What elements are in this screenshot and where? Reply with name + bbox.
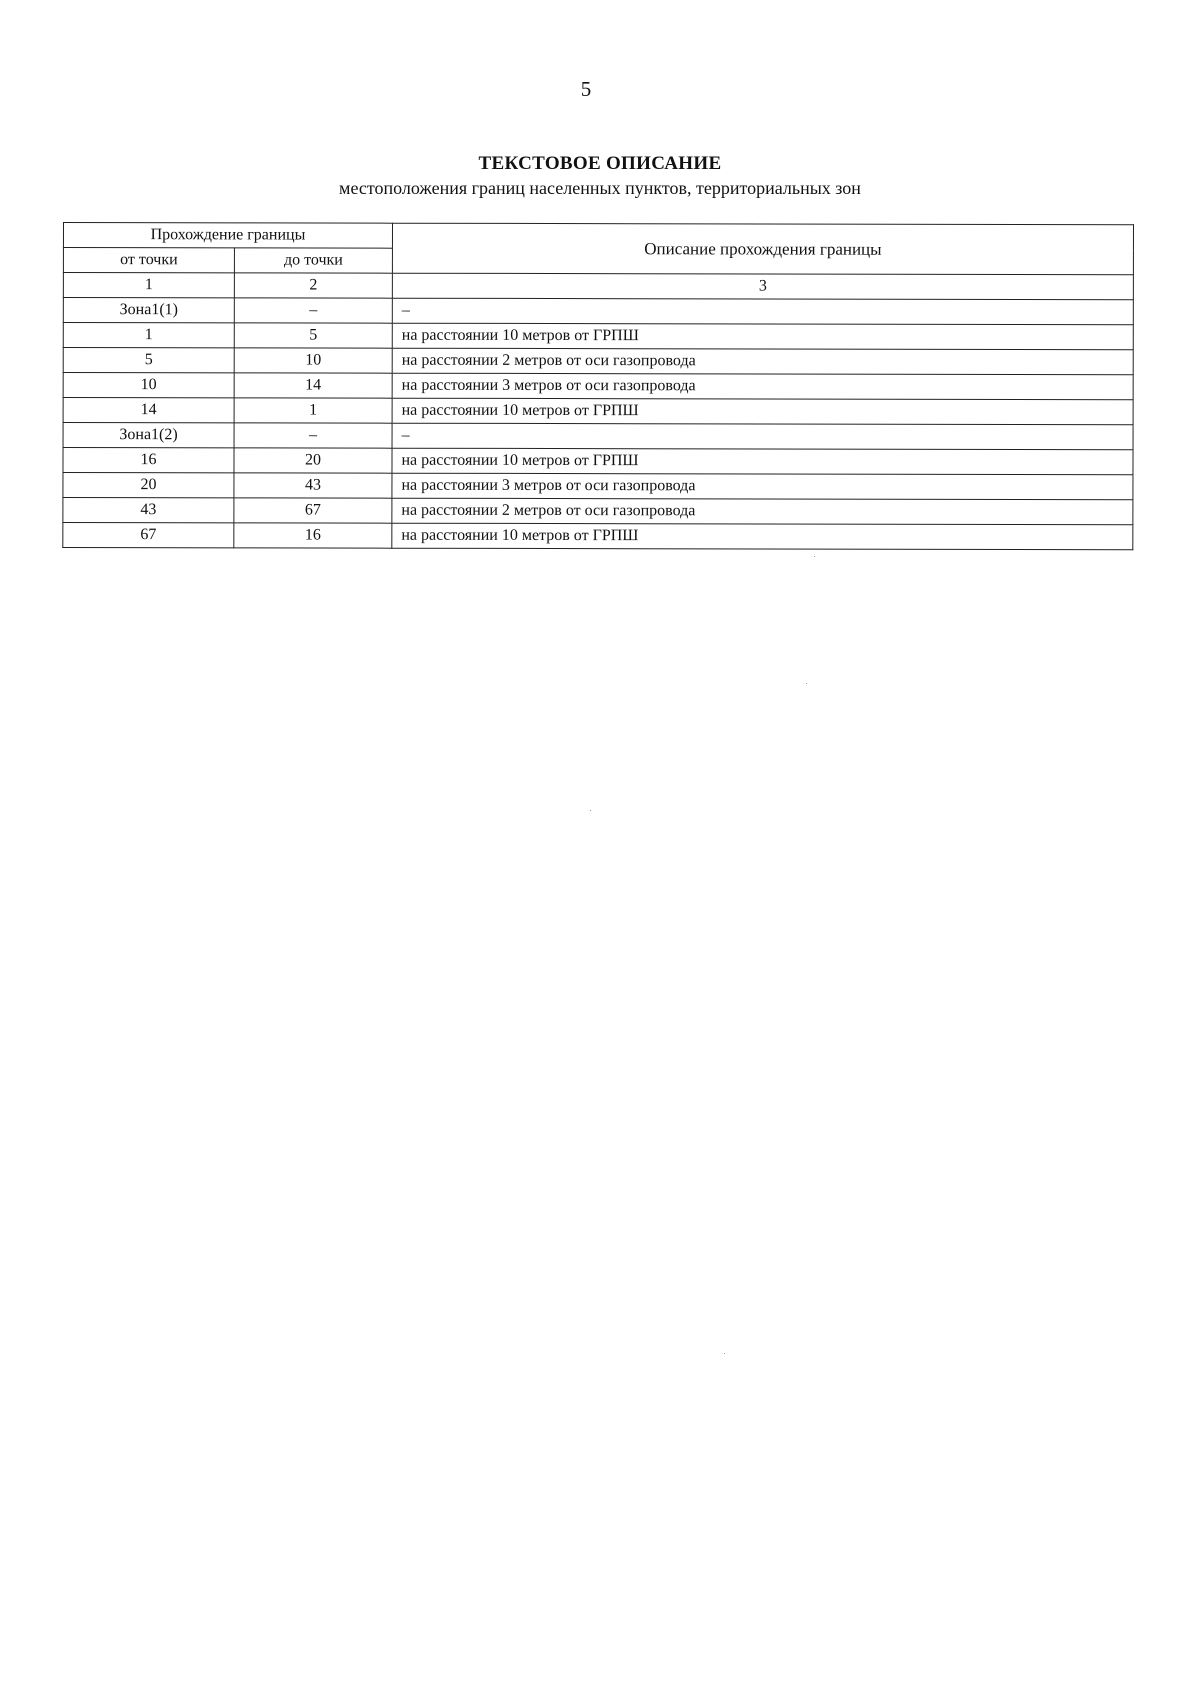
table-row	[63, 398, 1133, 425]
boundary-description-table	[62, 222, 1134, 550]
scan-speck	[724, 1353, 725, 1354]
column-number: 1	[63, 273, 234, 298]
table-numbering-row	[63, 273, 1133, 300]
cell-description: на расстоянии 10 метров от ГРПШ	[392, 323, 1133, 350]
cell-to-point: 43	[234, 473, 392, 498]
table-row	[63, 373, 1133, 400]
table-row	[63, 298, 1133, 325]
cell-description: на расстоянии 2 метров от оси газопровода	[392, 498, 1133, 525]
cell-from-point: 16	[63, 448, 234, 473]
table-row	[63, 523, 1133, 550]
table-header-row	[63, 223, 1133, 250]
cell-to-point: 1	[234, 398, 392, 423]
table-row	[63, 348, 1133, 375]
table-row	[63, 448, 1133, 475]
page-number: 5	[580, 77, 592, 101]
document-subtitle: местоположения границ населенных пунктов, территориальных зон	[339, 178, 861, 198]
cell-from-point: 67	[63, 523, 234, 548]
table-row	[63, 423, 1133, 450]
cell-from-point: 20	[63, 473, 234, 498]
scan-speck	[814, 556, 815, 557]
cell-from-point: Зона1(1)	[63, 298, 234, 323]
table-body	[63, 298, 1134, 550]
cell-description: –	[392, 298, 1133, 325]
cell-to-point: 67	[234, 498, 392, 523]
cell-description: на расстоянии 3 метров от оси газопровода	[392, 373, 1133, 400]
header-description: Описание прохождения границы	[392, 223, 1133, 275]
cell-to-point: 20	[234, 448, 392, 473]
cell-to-point: –	[234, 423, 392, 448]
cell-from-point: 14	[63, 398, 234, 423]
scan-speck	[806, 683, 807, 684]
cell-description: на расстоянии 10 метров от ГРПШ	[392, 448, 1133, 475]
cell-to-point: –	[234, 298, 392, 323]
header-boundary-passage: Прохождение границы	[63, 223, 392, 249]
table-row	[63, 323, 1133, 350]
cell-to-point: 5	[234, 323, 392, 348]
cell-to-point: 16	[234, 523, 392, 548]
table-row	[63, 473, 1133, 500]
cell-from-point: 43	[63, 498, 234, 523]
column-number: 3	[392, 273, 1133, 300]
cell-description: на расстоянии 3 метров от оси газопровода	[392, 473, 1133, 500]
cell-from-point: 10	[63, 373, 234, 398]
document-title: ТЕКСТОВОЕ ОПИСАНИЕ	[478, 153, 722, 174]
cell-description: на расстоянии 10 метров от ГРПШ	[392, 523, 1133, 550]
cell-description: –	[392, 423, 1133, 450]
cell-to-point: 14	[234, 373, 392, 398]
cell-from-point: 5	[63, 348, 234, 373]
column-number: 2	[234, 273, 392, 298]
header-from-point: от точки	[63, 248, 234, 273]
cell-to-point: 10	[234, 348, 392, 373]
table-row	[63, 498, 1133, 525]
cell-from-point: Зона1(2)	[63, 423, 234, 448]
header-to-point: до точки	[234, 248, 392, 273]
cell-from-point: 1	[63, 323, 234, 348]
scan-speck	[590, 810, 591, 811]
cell-description: на расстоянии 2 метров от оси газопровода	[392, 348, 1133, 375]
cell-description: на расстоянии 10 метров от ГРПШ	[392, 398, 1133, 425]
